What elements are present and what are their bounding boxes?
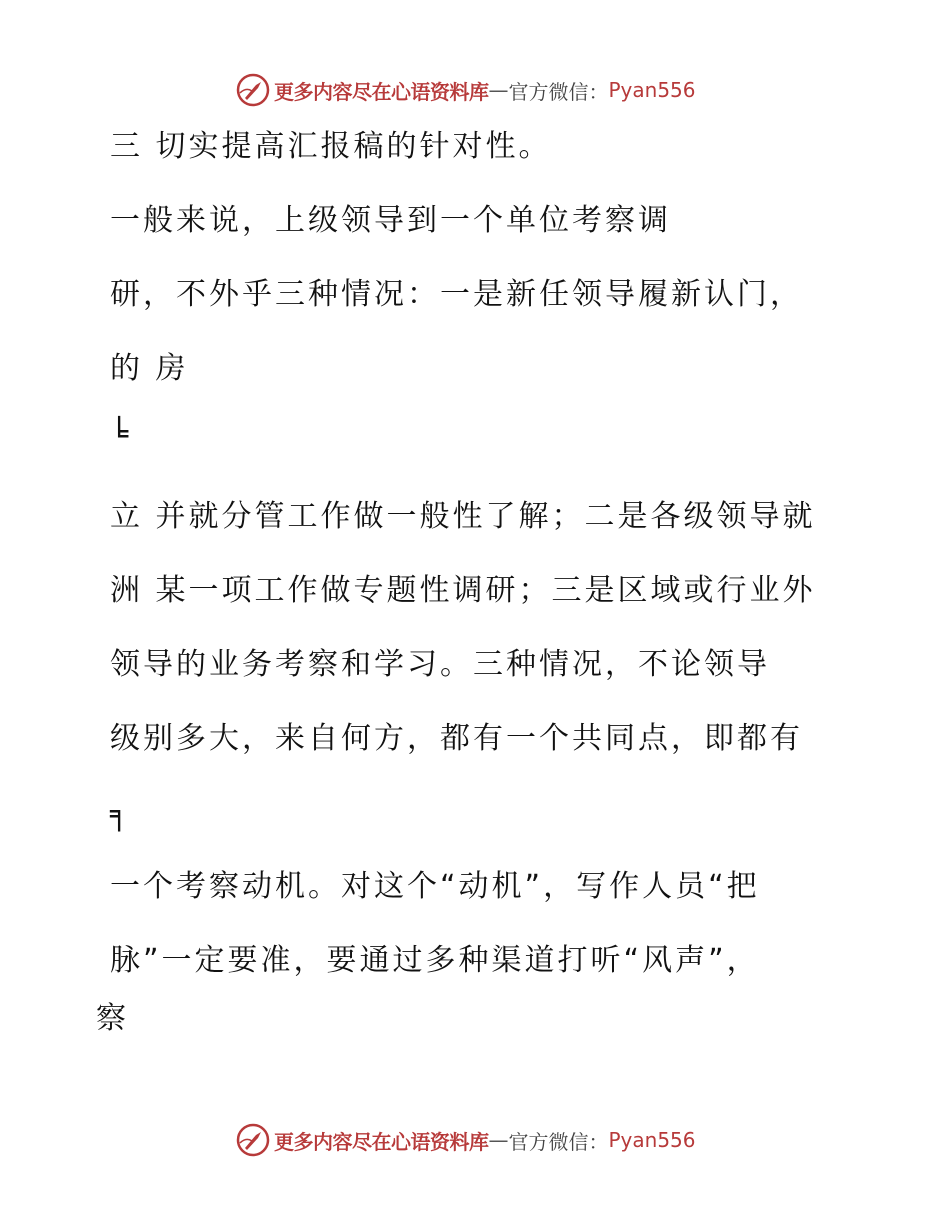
text-line: 一个考察动机。对这个“动机”，写作人员“把 — [110, 869, 760, 904]
text-line: 级别多大，来自何方，都有一个共同点，即都有 — [110, 721, 803, 756]
text-line: 领导的业务考察和学习。三种情况，不论领导 — [110, 647, 770, 682]
banner-wechat-label: 官方微信： — [508, 1129, 609, 1154]
banner-text: 更多内容尽在心语资料库 — [274, 79, 489, 104]
text-line: 察 — [96, 1001, 129, 1036]
header-banner — [236, 72, 696, 108]
banner-wechat-label: 官方微信： — [508, 79, 609, 104]
banner-separator: — — [488, 78, 509, 102]
banner-wechat-id: Pyan556 — [608, 78, 696, 102]
corner-bracket-glyph: ╕ — [110, 797, 129, 832]
text-line: 洲 某一项工作做专题性调研；三是区域或行业外 — [110, 573, 816, 608]
banner-separator: — — [488, 1128, 509, 1152]
text-line: 立 并就分管工作做一般性了解；二是各级领导就 — [110, 499, 816, 534]
corner-bracket-glyph: ╘ — [110, 417, 129, 452]
footer-banner — [236, 1122, 696, 1158]
pen-nib-logo-icon — [236, 73, 270, 107]
banner-wechat-id: Pyan556 — [608, 1128, 696, 1152]
pen-nib-logo-icon — [236, 1123, 270, 1157]
text-line: 研，不外乎三种情况：一是新任领导履新认门， — [110, 277, 803, 312]
banner-text: 更多内容尽在心语资料库 — [274, 1129, 489, 1154]
text-line: 的 房 — [110, 351, 189, 386]
text-line: 脉”一定要准，要通过多种渠道打听“风声”， — [110, 943, 760, 978]
text-line: 一般来说，上级领导到一个单位考察调 — [110, 203, 671, 238]
text-line: 三 切实提高汇报稿的针对性。 — [110, 129, 552, 164]
